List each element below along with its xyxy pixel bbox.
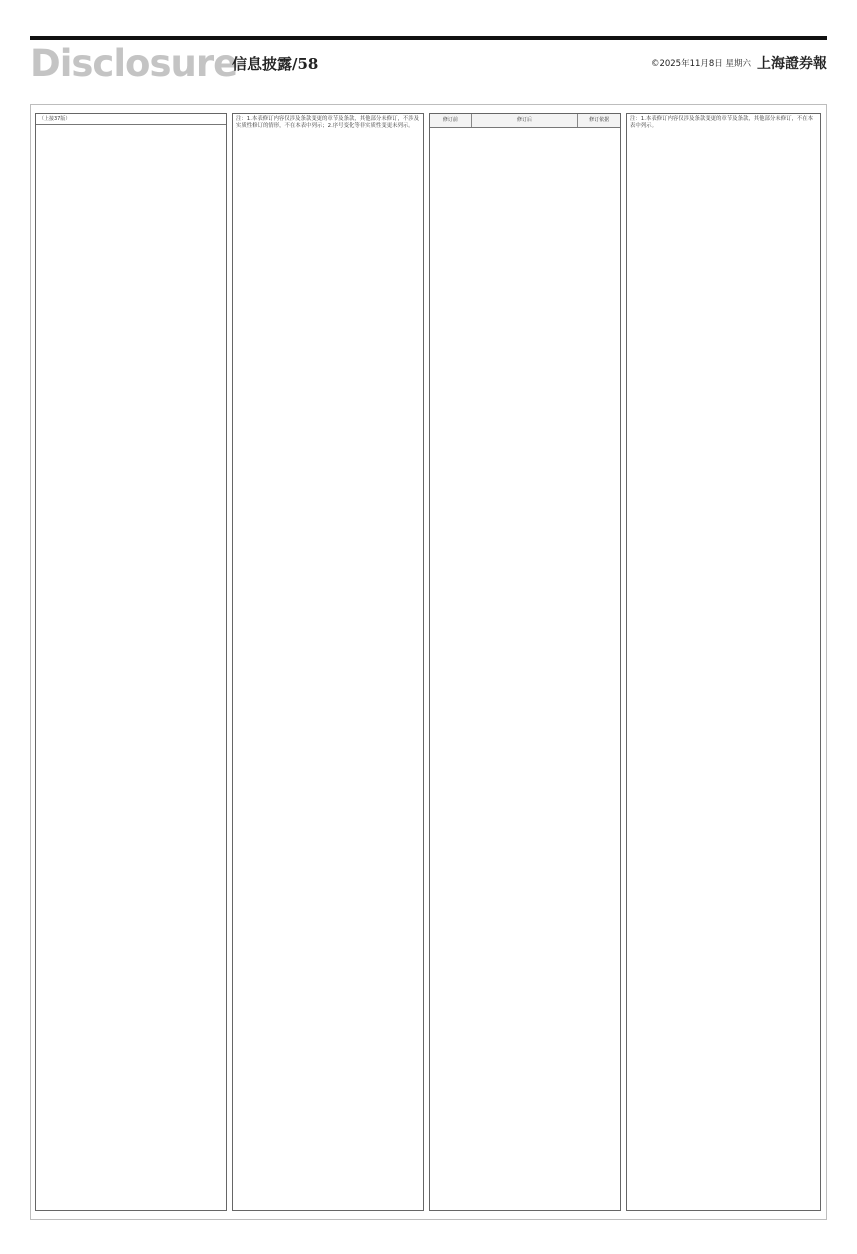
issue-date: 2025年11月8日 星期六	[659, 59, 751, 69]
top-rule	[30, 36, 827, 40]
masthead	[30, 44, 827, 84]
issue-meta	[651, 54, 827, 74]
brand-wordmark: Disclosure	[30, 42, 238, 85]
section-name: 信息披露	[232, 55, 293, 73]
newspaper-name: 上海證券報	[757, 56, 827, 72]
column-2	[232, 113, 424, 1211]
table-note: 注：1.本表修订内容仅涉及条款变更的章节及条款，其他部分未修订，不在本表中列示。	[630, 116, 814, 129]
continued-label: （上接37版）	[36, 114, 226, 125]
header-cell: 修订依据	[578, 114, 620, 127]
header-cell: 修订后	[472, 114, 578, 127]
table-header	[430, 114, 620, 128]
table-note: 注：1.本表修订内容仅涉及条款变更的章节及条款，其他部分未修订，不涉及实质性修订的情形，不在本表中列示；2.序号变化等非实质性变更未列示。	[236, 116, 420, 129]
section-title	[232, 54, 318, 74]
column-4	[626, 113, 821, 1211]
revision-table	[35, 113, 227, 1211]
column-3	[429, 113, 621, 1211]
header-cell: 修订前	[430, 114, 472, 127]
disclosure-body	[30, 104, 827, 1220]
revision-table	[429, 113, 621, 1211]
page-number: /58	[292, 55, 319, 73]
revision-table	[626, 113, 821, 1211]
revision-table	[232, 113, 424, 1211]
column-1	[35, 113, 227, 1211]
copyright-mark: ©	[650, 59, 660, 69]
